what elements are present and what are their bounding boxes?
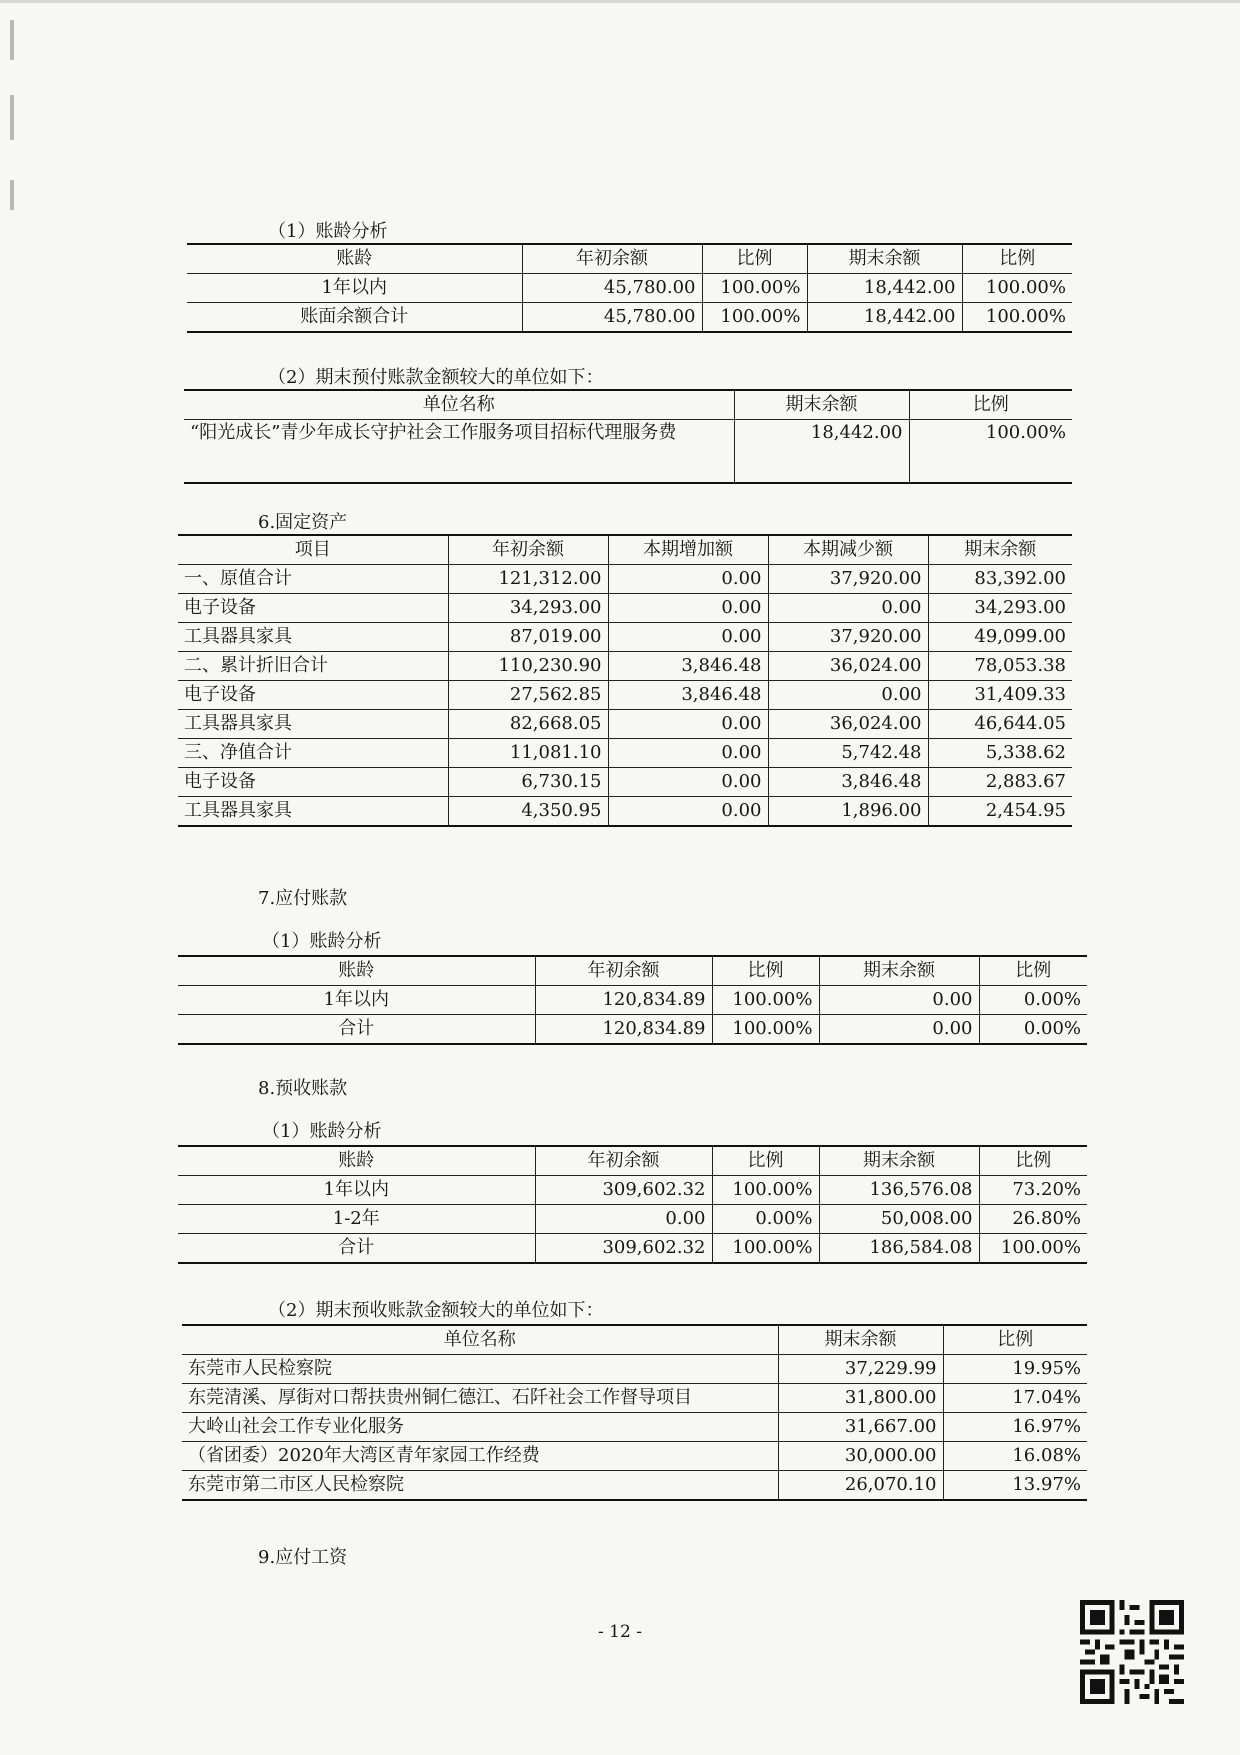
table-row xyxy=(178,652,1072,681)
header-cell: 期末余额 xyxy=(778,1325,943,1355)
table-cell: 0.00% xyxy=(712,1205,819,1234)
table-cell: 0.00 xyxy=(608,768,768,797)
table-cell: 0.00 xyxy=(768,594,928,623)
table-row xyxy=(178,623,1072,652)
page-number: - 12 - xyxy=(598,1622,642,1642)
table-row xyxy=(178,1205,1087,1234)
table-cell: 三、净值合计 xyxy=(178,739,448,768)
header-cell: 年初余额 xyxy=(448,535,608,565)
section-subheading-aging: （1）账龄分析 xyxy=(262,1121,382,1142)
table-cell: 186,584.08 xyxy=(819,1234,979,1264)
table-cell: 100.00% xyxy=(712,1234,819,1264)
table-cell: 1-2年 xyxy=(178,1205,535,1234)
header-cell: 本期减少额 xyxy=(768,535,928,565)
table-cell: 0.00 xyxy=(768,681,928,710)
table-cell: 50,008.00 xyxy=(819,1205,979,1234)
table-cell: 5,742.48 xyxy=(768,739,928,768)
section-heading-fixed-assets: 6.固定资产 xyxy=(258,512,348,533)
table-cell: 东莞市第二市区人民检察院 xyxy=(182,1471,778,1501)
table-cell: 18,442.00 xyxy=(734,420,909,484)
table-cell: 一、原值合计 xyxy=(178,565,448,594)
header-cell: 比例 xyxy=(979,956,1087,986)
table-cell: 1年以内 xyxy=(178,986,535,1015)
table-cell: 49,099.00 xyxy=(928,623,1072,652)
table-cell: 1年以内 xyxy=(178,1176,535,1205)
table-cell: 电子设备 xyxy=(178,681,448,710)
advance-receipt-units-table xyxy=(182,1324,1087,1501)
table-cell: 82,668.05 xyxy=(448,710,608,739)
table-cell: 31,800.00 xyxy=(778,1384,943,1413)
table-header-row xyxy=(184,390,1072,420)
table-cell: 37,229.99 xyxy=(778,1355,943,1384)
table-cell: 0.00 xyxy=(819,986,979,1015)
table-header-row xyxy=(178,1146,1087,1176)
table-cell: 电子设备 xyxy=(178,594,448,623)
scan-mark xyxy=(10,20,14,60)
table-cell: 二、累计折旧合计 xyxy=(178,652,448,681)
table-cell: 36,024.00 xyxy=(768,710,928,739)
table-cell: 120,834.89 xyxy=(535,986,712,1015)
table-cell: 0.00 xyxy=(608,710,768,739)
table-cell: 东莞清溪、厚街对口帮扶贵州铜仁德江、石阡社会工作督导项目 xyxy=(182,1384,778,1413)
header-cell: 单位名称 xyxy=(184,390,734,420)
table-cell: 78,053.38 xyxy=(928,652,1072,681)
aging-table-prepayments xyxy=(187,243,1072,333)
header-cell: 期末余额 xyxy=(819,956,979,986)
header-cell: 年初余额 xyxy=(522,244,702,274)
table-cell: 46,644.05 xyxy=(928,710,1072,739)
header-cell: 期末余额 xyxy=(819,1146,979,1176)
table-cell: “阳光成长”青少年成长守护社会工作服务项目招标代理服务费 xyxy=(184,420,734,484)
table-cell: 37,920.00 xyxy=(768,565,928,594)
table-cell: 合计 xyxy=(178,1015,535,1045)
advance-receipts-aging-table xyxy=(178,1145,1087,1264)
table-cell: 36,024.00 xyxy=(768,652,928,681)
table-cell: 合计 xyxy=(178,1234,535,1264)
table-row xyxy=(187,274,1072,303)
table-cell: 16.08% xyxy=(943,1442,1087,1471)
table-cell: 13.97% xyxy=(943,1471,1087,1501)
qr-code-icon xyxy=(1080,1600,1184,1704)
table-cell: 电子设备 xyxy=(178,768,448,797)
table-row xyxy=(182,1471,1087,1501)
header-cell: 本期增加额 xyxy=(608,535,768,565)
table-cell: 100.00% xyxy=(712,986,819,1015)
table-cell: 31,409.33 xyxy=(928,681,1072,710)
header-cell: 期末余额 xyxy=(734,390,909,420)
table-cell: 100.00% xyxy=(702,274,807,303)
table-row xyxy=(182,1413,1087,1442)
table-cell: 0.00 xyxy=(608,797,768,827)
table-row xyxy=(187,303,1072,333)
table-row xyxy=(178,1015,1087,1045)
table-cell: 100.00% xyxy=(712,1176,819,1205)
header-cell: 账龄 xyxy=(178,956,535,986)
table-row xyxy=(178,768,1072,797)
header-cell: 年初余额 xyxy=(535,956,712,986)
section-heading-advance-receipt-units: （2）期末预收账款金额较大的单位如下： xyxy=(268,1300,604,1321)
table-cell: 1,896.00 xyxy=(768,797,928,827)
table-cell: 100.00% xyxy=(962,274,1072,303)
table-cell: 83,392.00 xyxy=(928,565,1072,594)
section-heading-advance-receipts: 8.预收账款 xyxy=(258,1078,348,1099)
table-cell: 18,442.00 xyxy=(807,274,962,303)
table-cell: 309,602.32 xyxy=(535,1234,712,1264)
table-cell: 100.00% xyxy=(702,303,807,333)
table-row xyxy=(178,797,1072,827)
header-cell: 单位名称 xyxy=(182,1325,778,1355)
table-cell: 0.00 xyxy=(819,1015,979,1045)
table-cell: 27,562.85 xyxy=(448,681,608,710)
header-cell: 年初余额 xyxy=(535,1146,712,1176)
table-row xyxy=(178,710,1072,739)
section-heading-wages: 9.应付工资 xyxy=(258,1547,348,1568)
table-cell: 100.00% xyxy=(712,1015,819,1045)
header-cell: 比例 xyxy=(979,1146,1087,1176)
header-cell: 比例 xyxy=(943,1325,1087,1355)
table-cell: 45,780.00 xyxy=(522,274,702,303)
scan-mark xyxy=(10,95,14,140)
table-cell: 账面余额合计 xyxy=(187,303,522,333)
table-cell: 30,000.00 xyxy=(778,1442,943,1471)
section-subheading-aging: （1）账龄分析 xyxy=(262,931,382,952)
table-cell: 26.80% xyxy=(979,1205,1087,1234)
table-cell: 121,312.00 xyxy=(448,565,608,594)
header-cell: 期末余额 xyxy=(928,535,1072,565)
table-cell: 5,338.62 xyxy=(928,739,1072,768)
table-row xyxy=(178,739,1072,768)
table-cell: 19.95% xyxy=(943,1355,1087,1384)
scan-mark xyxy=(10,180,14,210)
table-cell: 31,667.00 xyxy=(778,1413,943,1442)
table-cell: 18,442.00 xyxy=(807,303,962,333)
table-cell: 工具器具家具 xyxy=(178,710,448,739)
header-cell: 比例 xyxy=(712,956,819,986)
header-cell: 账龄 xyxy=(178,1146,535,1176)
table-cell: 110,230.90 xyxy=(448,652,608,681)
payables-aging-table xyxy=(178,955,1087,1045)
table-cell: 2,454.95 xyxy=(928,797,1072,827)
header-cell: 比例 xyxy=(962,244,1072,274)
table-cell: 0.00% xyxy=(979,1015,1087,1045)
table-cell: 工具器具家具 xyxy=(178,797,448,827)
table-cell: 45,780.00 xyxy=(522,303,702,333)
table-cell: 3,846.48 xyxy=(608,652,768,681)
table-cell: 4,350.95 xyxy=(448,797,608,827)
table-cell: 1年以内 xyxy=(187,274,522,303)
prepayment-units-table xyxy=(184,389,1072,484)
table-cell: 17.04% xyxy=(943,1384,1087,1413)
header-cell: 比例 xyxy=(712,1146,819,1176)
table-cell: 0.00 xyxy=(608,594,768,623)
table-cell: 0.00 xyxy=(535,1205,712,1234)
section-heading-aging: （1）账龄分析 xyxy=(268,221,388,242)
table-cell: 34,293.00 xyxy=(448,594,608,623)
table-cell: 100.00% xyxy=(909,420,1072,484)
table-cell: 0.00% xyxy=(979,986,1087,1015)
table-row xyxy=(178,681,1072,710)
table-header-row xyxy=(178,956,1087,986)
table-cell: 0.00 xyxy=(608,565,768,594)
table-cell: 37,920.00 xyxy=(768,623,928,652)
table-row xyxy=(182,1384,1087,1413)
table-row xyxy=(178,594,1072,623)
fixed-assets-table xyxy=(178,534,1072,827)
section-heading-prepayment-units: （2）期末预付账款金额较大的单位如下： xyxy=(268,367,604,388)
table-row xyxy=(178,565,1072,594)
header-cell: 期末余额 xyxy=(807,244,962,274)
table-cell: 11,081.10 xyxy=(448,739,608,768)
table-header-row xyxy=(178,535,1072,565)
header-cell: 比例 xyxy=(702,244,807,274)
table-cell: 0.00 xyxy=(608,623,768,652)
table-header-row xyxy=(182,1325,1087,1355)
table-row xyxy=(182,1355,1087,1384)
header-cell: 比例 xyxy=(909,390,1072,420)
section-heading-payables: 7.应付账款 xyxy=(258,888,348,909)
table-cell: 0.00 xyxy=(608,739,768,768)
table-cell: 2,883.67 xyxy=(928,768,1072,797)
table-cell: 大岭山社会工作专业化服务 xyxy=(182,1413,778,1442)
header-cell: 账龄 xyxy=(187,244,522,274)
table-cell: 工具器具家具 xyxy=(178,623,448,652)
table-row xyxy=(178,1176,1087,1205)
table-cell: 100.00% xyxy=(979,1234,1087,1264)
table-row xyxy=(178,986,1087,1015)
table-cell: 3,846.48 xyxy=(608,681,768,710)
table-cell: 26,070.10 xyxy=(778,1471,943,1501)
table-cell: 87,019.00 xyxy=(448,623,608,652)
table-cell: 73.20% xyxy=(979,1176,1087,1205)
table-row xyxy=(178,1234,1087,1264)
table-header-row xyxy=(187,244,1072,274)
table-cell: 100.00% xyxy=(962,303,1072,333)
table-cell: 309,602.32 xyxy=(535,1176,712,1205)
header-cell: 项目 xyxy=(178,535,448,565)
table-cell: 6,730.15 xyxy=(448,768,608,797)
table-cell: 34,293.00 xyxy=(928,594,1072,623)
table-cell: 3,846.48 xyxy=(768,768,928,797)
table-cell: 120,834.89 xyxy=(535,1015,712,1045)
table-cell: 136,576.08 xyxy=(819,1176,979,1205)
table-cell: 东莞市人民检察院 xyxy=(182,1355,778,1384)
page-top-edge xyxy=(0,0,1240,3)
table-row xyxy=(184,420,1072,484)
table-row xyxy=(182,1442,1087,1471)
table-cell: 16.97% xyxy=(943,1413,1087,1442)
table-cell: （省团委）2020年大湾区青年家园工作经费 xyxy=(182,1442,778,1471)
